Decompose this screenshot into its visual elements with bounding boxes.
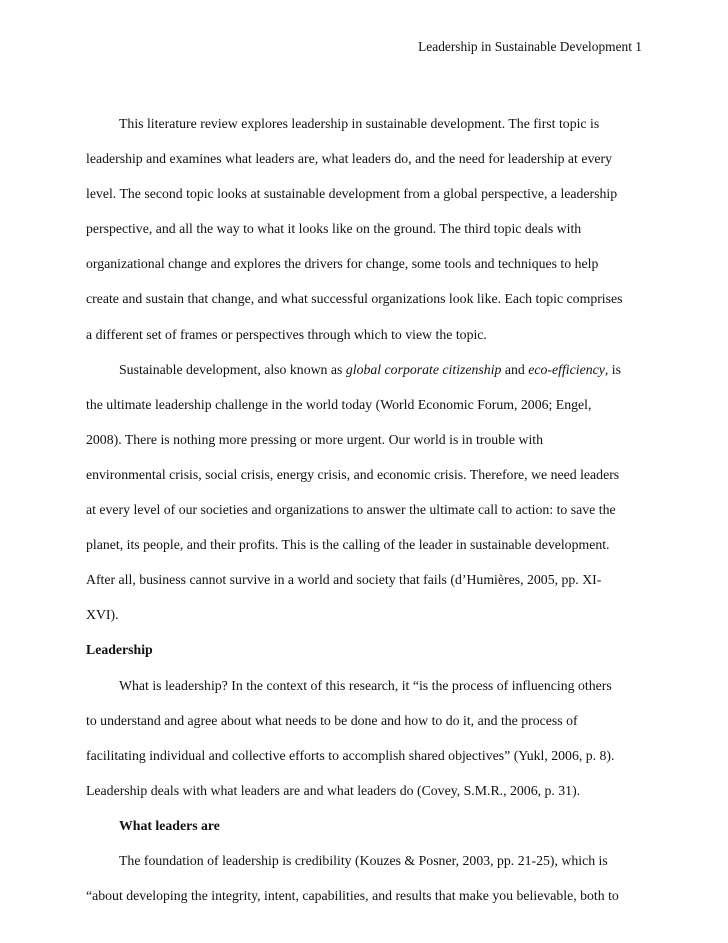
sustainable-first-line xyxy=(86,352,643,387)
sustainable-line: at every level of our societies and organizations to answer the ultimate call to action: to save the xyxy=(86,502,616,518)
what-leaders-are-line: The foundation of leadership is credibility (Kouzes & Posner, 2003, pp. 21-25), which is xyxy=(119,852,608,868)
sustainable-line: planet, its people, and their profits. This is the calling of the leader in sustainable development. xyxy=(86,537,610,553)
sustainable-line: environmental crisis, social crisis, energy crisis, and economic crisis. Therefore, we need leaders xyxy=(86,466,620,482)
leadership-line: Leadership deals with what leaders are and what leaders do (Covey, S.M.R., 2006, p. 31). xyxy=(86,782,581,798)
leadership-line: What is leadership? In the context of this research, it “is the process of influencing others xyxy=(119,677,612,693)
intro-line: a different set of frames or perspectives through which to view the topic. xyxy=(86,326,487,342)
document-body xyxy=(86,106,643,913)
what-leaders-are-line: “about developing the integrity, intent, capabilities, and results that make you believable, both to xyxy=(86,888,619,904)
term-eco-efficiency: eco-efficiency xyxy=(528,361,605,377)
intro-line: create and sustain that change, and what successful organizations look like. Each topic comprises xyxy=(86,291,623,307)
sustainable-line: XVI). xyxy=(86,607,119,623)
sustainable-line: the ultimate leadership challenge in the world today (World Economic Forum, 2006; Engel, xyxy=(86,396,592,412)
leadership-line: to understand and agree about what needs to be done and how to do it, and the process of xyxy=(86,712,578,728)
sustainable-text-middle: and xyxy=(501,361,529,377)
intro-line: perspective, and all the way to what it looks like on the ground. The third topic deals with xyxy=(86,221,582,237)
intro-line: organizational change and explores the drivers for change, some tools and techniques to help xyxy=(86,256,599,272)
sustainable-text-before: Sustainable development, also known as xyxy=(119,361,346,377)
term-global-corporate-citizenship: global corporate citizenship xyxy=(345,361,502,377)
intro-line: level. The second topic looks at sustainable development from a global perspective, a leadership xyxy=(86,186,618,202)
sustainable-line: After all, business cannot survive in a world and society that fails (d’Humières, 2005, pp. XI- xyxy=(86,572,602,588)
subsection-heading-what-leaders-are: What leaders are xyxy=(119,817,220,833)
leadership-line: facilitating individual and collective efforts to accomplish shared objectives” (Yukl, 2006, p. 8). xyxy=(86,747,615,763)
section-heading-leadership: Leadership xyxy=(86,642,153,658)
intro-line: This literature review explores leadership in sustainable development. The first topic is xyxy=(119,116,600,131)
intro-line: leadership and examines what leaders are, what leaders do, and the need for leadership at every xyxy=(86,151,612,167)
sustainable-line: 2008). There is nothing more pressing or more urgent. Our world is in trouble with xyxy=(86,431,544,447)
sustainable-text-after: , is xyxy=(604,361,621,377)
running-head: Leadership in Sustainable Development 1 xyxy=(418,39,642,54)
